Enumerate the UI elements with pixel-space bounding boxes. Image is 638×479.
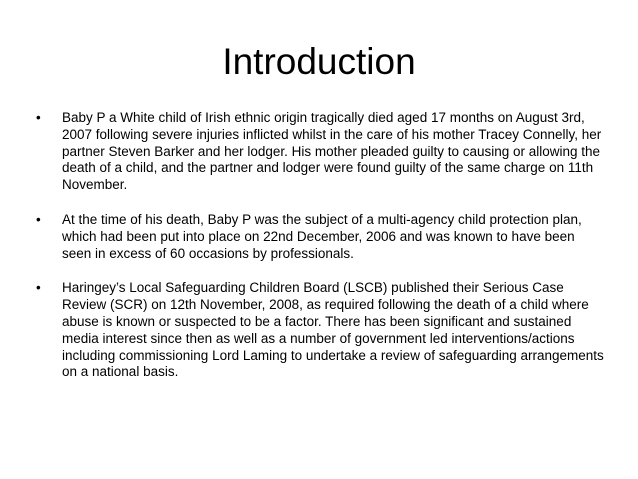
bullet-item <box>34 212 604 262</box>
bullet-marker: • <box>36 280 41 296</box>
bullet-text: Haringey’s Local Safeguarding Children Board (LSCB) published their Serious Case Review (SCR) on 12th November, 2008, as required following the death of a child where abuse is known or suspected to be a factor. There has been significant and sustained media interest since then as well as a number of government led interventions/actions including commissioning Lord Laming to undertake a review of safeguarding arrangements on a national basis. <box>62 280 604 380</box>
bullet-item <box>34 280 604 381</box>
bullet-text: Baby P a White child of Irish ethnic origin tragically died aged 17 months on August 3rd, 2007 following severe injuries inflicted whilst in the care of his mother Tracey Connelly, her partner Steven Barker and her lodger. His mother pleaded guilty to causing or allowing the death of a child, and the partner and lodger were found guilty of the same charge on 11th November. <box>62 110 602 193</box>
bullet-marker: • <box>36 110 41 125</box>
slide-title: Introduction <box>222 41 416 82</box>
bullet-text: At the time of his death, Baby P was the subject of a multi-agency child protection plan, which had been put into place on 22nd December, 2006 and was known to have been seen in excess of 60 occasions by professionals. <box>62 211 582 261</box>
bullet-marker: • <box>36 211 41 227</box>
bullet-item <box>34 110 604 194</box>
bullet-list <box>34 110 604 399</box>
